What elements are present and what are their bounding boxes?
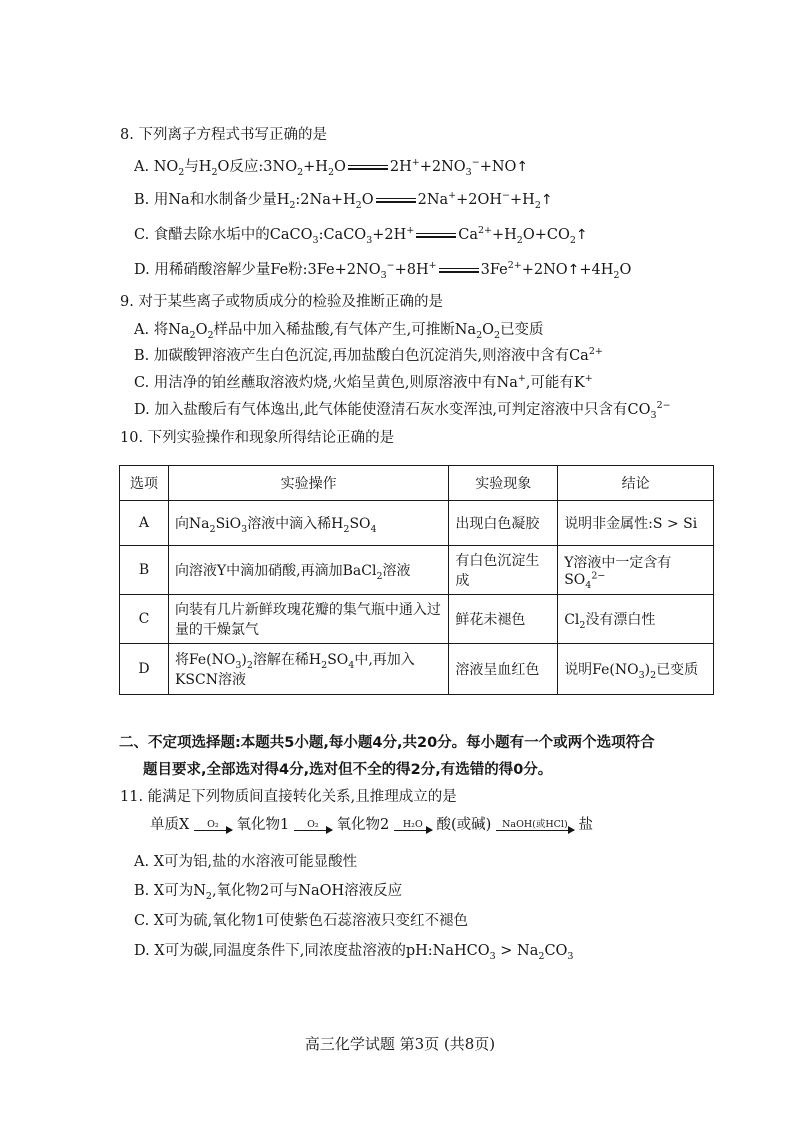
q9-stem: 9. 对于某些离子或物质成分的检验及推断正确的是 bbox=[120, 294, 443, 310]
scheme-node: 氧化物2 bbox=[336, 817, 390, 833]
scheme-node: 盐 bbox=[578, 817, 593, 833]
reaction-arrow: O₂ bbox=[294, 819, 332, 832]
reaction-arrow: NaOH(或HCl) bbox=[496, 819, 574, 832]
conversion-scheme bbox=[150, 813, 593, 843]
equals-sign bbox=[416, 231, 456, 240]
q9-option-b: B. 加碳酸钾溶液产生白色沉淀,再加盐酸白色沉淀消失,则溶液中含有$Ca^{2+}$ bbox=[134, 346, 603, 364]
table-row bbox=[120, 644, 714, 695]
row-option: A bbox=[120, 501, 169, 546]
row-operation: 将$Fe(NO_3)_2$溶解在稀$H_2SO_4$中,再加入KSCN溶液 bbox=[168, 644, 448, 695]
row-conclusion: 说明非金属性:S > Si bbox=[558, 501, 714, 546]
reaction-arrow: O₂ bbox=[194, 819, 232, 832]
header-conclusion: 结论 bbox=[558, 466, 714, 501]
q8-option-b: B. 用Na和水制备少量$H_2:2Na+H_2O$ $2Na^++2OH^-+H_2↑$ bbox=[134, 190, 553, 211]
scheme-node: 氧化物1 bbox=[236, 817, 290, 833]
row-conclusion: $Cl_2$没有漂白性 bbox=[558, 595, 714, 644]
header-phenomenon: 实验现象 bbox=[449, 466, 558, 501]
q9-option-c: C. 用洁净的铂丝蘸取溶液灼烧,火焰呈黄色,则原溶液中有Na+,可能有K+ bbox=[134, 373, 593, 391]
q11-option-a: A. X可为铝,盐的水溶液可能显酸性 bbox=[134, 854, 358, 870]
row-phenomenon: 溶液呈血红色 bbox=[449, 644, 558, 695]
table-row bbox=[120, 501, 714, 546]
q8-option-d: D. 用稀硝酸溶解少量Fe粉$:3Fe+2NO_3^-+8H^+$ $3Fe^{2+}+2NO↑+4H_2O$ bbox=[134, 260, 632, 281]
q11-option-d: D. X可为碳,同温度条件下,同浓度盐溶液的pH:NaHCO$_3$ > $Na_2CO_3$ bbox=[134, 943, 574, 962]
q8-option-a: A. $NO_2$与$H_2O$反应$:3NO_2+H_2O$ $2H^++2NO_3^-+NO↑$ bbox=[134, 157, 529, 178]
row-option: B bbox=[120, 546, 169, 595]
row-option: D bbox=[120, 644, 169, 695]
header-option: 选项 bbox=[120, 466, 169, 501]
q8-stem: 8. 下列离子方程式书写正确的是 bbox=[120, 127, 327, 143]
section-2-heading: 二、不定项选择题:本题共5小题,每小题4分,共20分。每小题有一个或两个选项符合 bbox=[119, 735, 655, 751]
q11-option-c: C. X可为硫,氧化物1可使紫色石蕊溶液只变红不褪色 bbox=[134, 913, 468, 929]
row-operation: 向溶液Y中滴加硝酸,再滴加BaCl$_2$溶液 bbox=[168, 546, 448, 595]
equals-sign bbox=[439, 266, 479, 275]
q10-stem: 10. 下列实验操作和现象所得结论正确的是 bbox=[120, 430, 395, 446]
q9-option-d: D. 加入盐酸后有气体逸出,此气体能使澄清石灰水变浑浊,可判定溶液中只含有$CO_3^{2-}$ bbox=[134, 400, 671, 421]
q8-option-c: C. 食醋去除水垢中的CaCO$_3$:CaCO$_3$+2H+ $Ca^{2+}+H_2O+CO_2↑$ bbox=[134, 225, 588, 246]
row-phenomenon: 出现白色凝胶 bbox=[449, 501, 558, 546]
q11-stem: 11. 能满足下列物质间直接转化关系,且推理成立的是 bbox=[120, 789, 457, 805]
table-row bbox=[120, 595, 714, 644]
row-phenomenon: 有白色沉淀生成 bbox=[449, 546, 558, 595]
page-footer: 高三化学试题 第3页 (共8页) bbox=[304, 1035, 496, 1053]
row-conclusion: Y溶液中一定含有$SO_4^{2-}$ bbox=[558, 546, 714, 595]
row-phenomenon: 鲜花未褪色 bbox=[449, 595, 558, 644]
reaction-arrow: H₂O bbox=[394, 819, 432, 832]
header-operation: 实验操作 bbox=[168, 466, 448, 501]
row-operation: 向装有几片新鲜玫瑰花瓣的集气瓶中通入过量的干燥氯气 bbox=[168, 595, 448, 644]
row-option: C bbox=[120, 595, 169, 644]
equals-sign bbox=[348, 163, 388, 172]
q10-table bbox=[119, 465, 714, 695]
q9-option-a: A. 将$Na_2O_2$样品中加入稀盐酸,有气体产生,可推断$Na_2O_2$已变质 bbox=[134, 322, 544, 341]
scheme-node: 单质X bbox=[150, 817, 190, 833]
table-row bbox=[120, 546, 714, 595]
q11-option-b: B. X可为$N_2$,氧化物2可与NaOH溶液反应 bbox=[134, 883, 403, 902]
scheme-node: 酸(或碱) bbox=[436, 817, 492, 833]
row-operation: 向$Na_2SiO_3$溶液中滴入稀$H_2SO_4$ bbox=[168, 501, 448, 546]
equals-sign bbox=[376, 196, 416, 205]
table-header-row bbox=[120, 466, 714, 501]
row-conclusion: 说明$Fe(NO_3)_2$已变质 bbox=[558, 644, 714, 695]
section-2-instructions: 题目要求,全部选对得4分,选对但不全的得2分,有选错的得0分。 bbox=[143, 762, 553, 778]
